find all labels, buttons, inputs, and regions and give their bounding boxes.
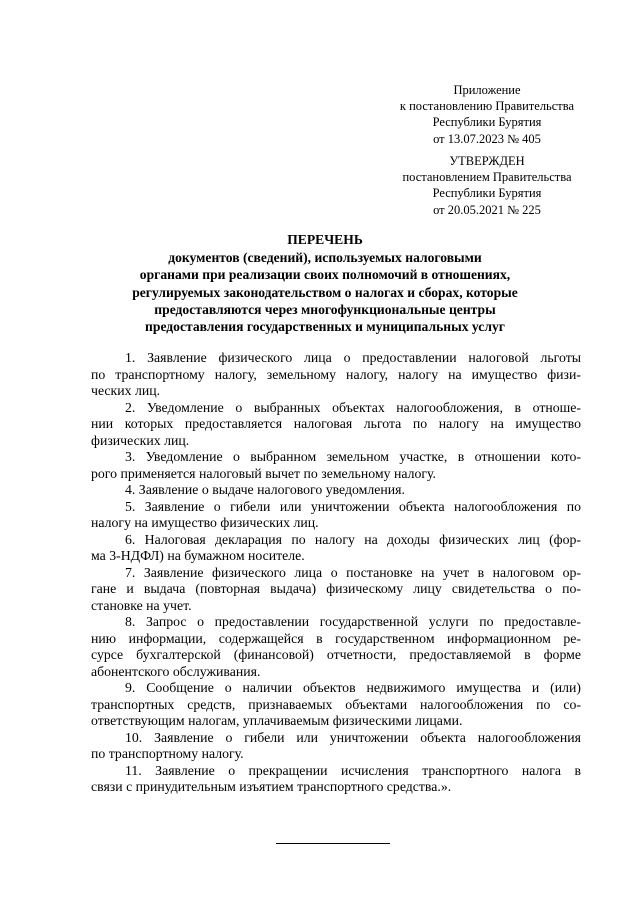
list-item <box>91 614 581 680</box>
item-text-line: 4. Заявление о выдаче налогового уведомления. <box>125 482 405 497</box>
item-text-line: ческих лиц. <box>91 383 161 398</box>
list-item <box>91 499 581 532</box>
approved-line: Республики Бурятия <box>432 186 542 201</box>
list-item <box>91 565 581 615</box>
document-title <box>60 231 590 335</box>
item-text-line: 8. Запрос о предоставлении государственной услуги по предоставле- <box>125 614 581 629</box>
list-item <box>91 680 581 730</box>
list-item <box>91 532 581 565</box>
item-text-line: 7. Заявление физического лица о постановке на учет в налоговом ор- <box>125 564 581 580</box>
item-text-line: ответствующим налогам, уплачиваемым физическими лицами. <box>91 713 463 728</box>
title-line: органами при реализации своих полномочий в отношениях, <box>139 267 511 283</box>
title-line: предоставления государственных и муниципальных услуг <box>145 319 505 335</box>
item-text-line: 11. Заявление о прекращении исчисления транспортного налога в <box>125 762 581 778</box>
item-text-line: гане и выдача (повторная выдача) физическому лицу свидетельства о по- <box>91 581 581 596</box>
document-list <box>91 350 581 796</box>
title-heading: ПЕРЕЧЕНЬ <box>287 232 363 247</box>
appendix-line: от 13.07.2023 № 405 <box>433 131 541 146</box>
item-text-line: 1. Заявление физического лица о предоставлении налоговой льготы <box>125 350 581 365</box>
title-line: предоставляются через многофункциональные центры <box>154 301 496 317</box>
title-line: регулируемых законодательством о налогах и сборах, которые <box>132 284 518 300</box>
item-text-line: 10. Заявление о гибели или уничтожении объекта налогообложения <box>125 729 581 745</box>
approved-line: от 20.05.2021 № 225 <box>433 202 541 217</box>
list-item <box>91 400 581 450</box>
item-text-line: нию информации, содержащейся в государственном информационном ре- <box>91 630 581 646</box>
item-text-line: связи с принудительным изъятием транспортного средства.». <box>91 779 452 794</box>
item-text-line: по транспортному налогу, земельному налогу, налогу на имущество физи- <box>91 366 581 382</box>
list-item <box>91 350 581 400</box>
list-item <box>91 482 581 499</box>
item-text-line: становке на учет. <box>91 597 192 613</box>
approved-header <box>384 153 590 218</box>
title-line: документов (сведений), используемых налоговыми <box>168 250 482 266</box>
item-text-line: по транспортному налогу. <box>91 746 244 761</box>
item-text-line: 5. Заявление о гибели или уничтожении объекта налогообложения по <box>125 498 581 514</box>
appendix-line: Приложение <box>453 83 521 97</box>
item-text-line: налогу на имущество физических лиц. <box>91 515 319 530</box>
item-text-line: 3. Уведомление о выбранном земельном участке, в отношении кото- <box>125 449 581 464</box>
item-text-line: 9. Сообщение о наличии объектов недвижимого имущества и (или) <box>125 680 581 695</box>
appendix-line: Республики Бурятия <box>432 115 542 130</box>
approved-line: постановлением Правительства <box>402 170 572 185</box>
item-text-line: транспортных средств, признаваемых объектами налогообложения по со- <box>91 696 581 712</box>
item-text-line: 6. Налоговая декларация по налогу на доходы физических лиц (фор- <box>125 531 581 547</box>
appendix-line: к постановлению Правительства <box>399 99 575 114</box>
item-text-line: сурсе бухгалтерской (финансовой) отчетности, предоставляемой в форме <box>91 647 581 662</box>
item-text-line: нии которых предоставляется налоговая льгота по налогу на имущество <box>91 416 581 431</box>
item-text-line: ма 3-НДФЛ) на бумажном носителе. <box>91 548 305 563</box>
item-text-line: рого применяется налоговый вычет по земельному налогу. <box>91 465 436 481</box>
approved-line: УТВЕРЖДЕН <box>449 154 525 168</box>
closing-divider <box>276 843 390 844</box>
list-item <box>91 730 581 763</box>
item-text-line: абонентского обслуживания. <box>91 663 261 679</box>
appendix-header <box>384 82 590 147</box>
list-item <box>91 763 581 796</box>
list-item <box>91 449 581 482</box>
item-text-line: физических лиц. <box>91 432 190 448</box>
item-text-line: 2. Уведомление о выбранных объектах налогообложения, в отноше- <box>125 399 581 415</box>
